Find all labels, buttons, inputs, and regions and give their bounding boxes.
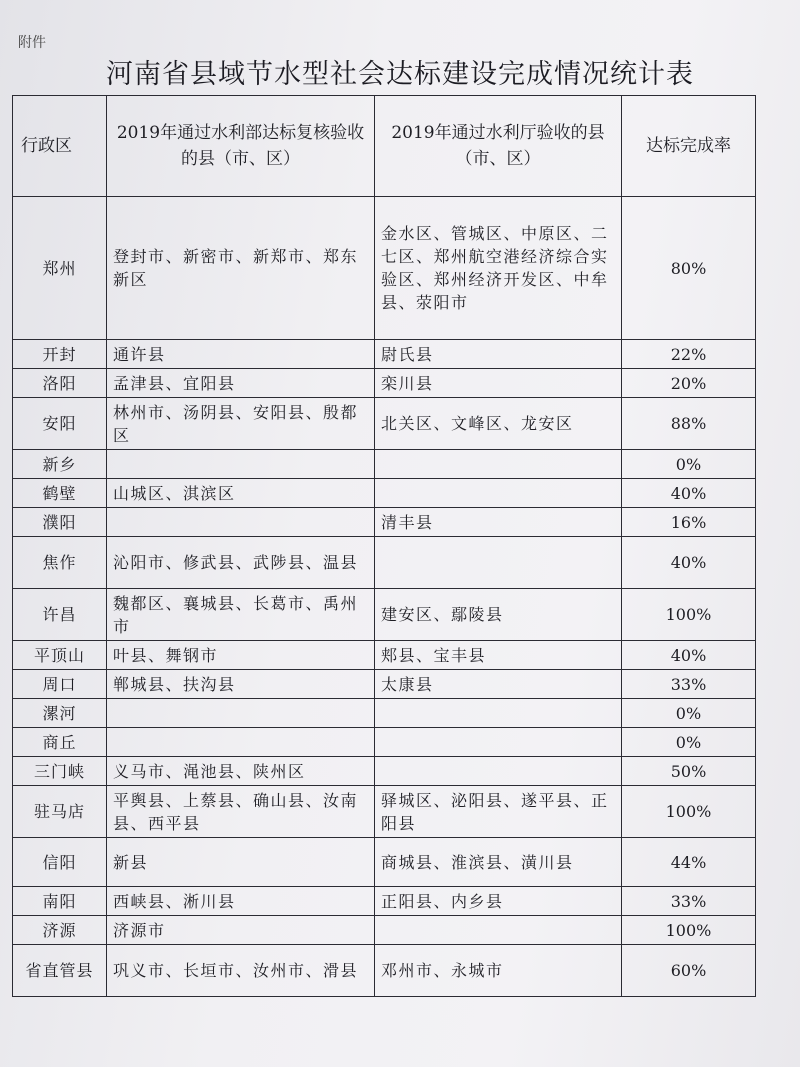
region-cell: 驻马店 bbox=[13, 786, 107, 838]
region-cell: 洛阳 bbox=[13, 369, 107, 398]
ministry-cell bbox=[107, 508, 375, 537]
region-cell: 省直管县 bbox=[13, 945, 107, 997]
ministry-cell: 平舆县、上蔡县、确山县、汝南县、西平县 bbox=[107, 786, 375, 838]
rate-cell: 33% bbox=[622, 670, 756, 699]
ministry-cell: 巩义市、长垣市、汝州市、滑县 bbox=[107, 945, 375, 997]
page-title: 河南省县域节水型社会达标建设完成情况统计表 bbox=[106, 59, 694, 90]
table-header-row bbox=[13, 96, 756, 197]
rate-cell: 60% bbox=[622, 945, 756, 997]
rate-cell: 0% bbox=[622, 728, 756, 757]
table-row bbox=[13, 670, 756, 699]
department-cell bbox=[375, 757, 622, 786]
region-cell: 郑州 bbox=[13, 197, 107, 340]
header-rate: 达标完成率 bbox=[622, 96, 756, 197]
department-cell: 商城县、淮滨县、潢川县 bbox=[375, 838, 622, 887]
rate-cell: 0% bbox=[622, 450, 756, 479]
table-row bbox=[13, 728, 756, 757]
table-row bbox=[13, 450, 756, 479]
header-department: 2019年通过水利厅验收的县（市、区） bbox=[375, 96, 622, 197]
region-cell: 濮阳 bbox=[13, 508, 107, 537]
rate-cell: 40% bbox=[622, 479, 756, 508]
table-row bbox=[13, 887, 756, 916]
ministry-cell: 山城区、淇滨区 bbox=[107, 479, 375, 508]
region-cell: 信阳 bbox=[13, 838, 107, 887]
attachment-label: 附件 bbox=[18, 35, 46, 51]
region-cell: 焦作 bbox=[13, 537, 107, 589]
rate-cell: 40% bbox=[622, 641, 756, 670]
rate-cell: 40% bbox=[622, 537, 756, 589]
ministry-cell: 叶县、舞钢市 bbox=[107, 641, 375, 670]
table-row bbox=[13, 699, 756, 728]
table-row bbox=[13, 479, 756, 508]
rate-cell: 33% bbox=[622, 887, 756, 916]
department-cell bbox=[375, 728, 622, 757]
department-cell: 栾川县 bbox=[375, 369, 622, 398]
ministry-cell: 西峡县、淅川县 bbox=[107, 887, 375, 916]
table-row bbox=[13, 537, 756, 589]
department-cell: 清丰县 bbox=[375, 508, 622, 537]
rate-cell: 0% bbox=[622, 699, 756, 728]
region-cell: 三门峡 bbox=[13, 757, 107, 786]
table-row bbox=[13, 340, 756, 369]
table-row bbox=[13, 589, 756, 641]
rate-cell: 16% bbox=[622, 508, 756, 537]
department-cell bbox=[375, 450, 622, 479]
table-row bbox=[13, 916, 756, 945]
region-cell: 许昌 bbox=[13, 589, 107, 641]
rate-cell: 100% bbox=[622, 589, 756, 641]
rate-cell: 50% bbox=[622, 757, 756, 786]
table-row bbox=[13, 838, 756, 887]
department-cell: 金水区、管城区、中原区、二七区、郑州航空港经济综合实验区、郑州经济开发区、中牟县、荥阳市 bbox=[375, 197, 622, 340]
department-cell: 太康县 bbox=[375, 670, 622, 699]
rate-cell: 20% bbox=[622, 369, 756, 398]
region-cell: 安阳 bbox=[13, 398, 107, 450]
department-cell: 邓州市、永城市 bbox=[375, 945, 622, 997]
region-cell: 济源 bbox=[13, 916, 107, 945]
region-cell: 开封 bbox=[13, 340, 107, 369]
rate-cell: 100% bbox=[622, 916, 756, 945]
region-cell: 平顶山 bbox=[13, 641, 107, 670]
ministry-cell bbox=[107, 728, 375, 757]
ministry-cell: 郸城县、扶沟县 bbox=[107, 670, 375, 699]
ministry-cell: 新县 bbox=[107, 838, 375, 887]
department-cell: 驿城区、泌阳县、遂平县、正阳县 bbox=[375, 786, 622, 838]
ministry-cell: 义马市、渑池县、陕州区 bbox=[107, 757, 375, 786]
table-row bbox=[13, 641, 756, 670]
ministry-cell: 沁阳市、修武县、武陟县、温县 bbox=[107, 537, 375, 589]
department-cell bbox=[375, 537, 622, 589]
table-row bbox=[13, 757, 756, 786]
rate-cell: 80% bbox=[622, 197, 756, 340]
department-cell: 正阳县、内乡县 bbox=[375, 887, 622, 916]
statistics-table bbox=[12, 95, 756, 997]
table-row bbox=[13, 197, 756, 340]
table-row bbox=[13, 369, 756, 398]
table-row bbox=[13, 786, 756, 838]
ministry-cell: 济源市 bbox=[107, 916, 375, 945]
table-row bbox=[13, 508, 756, 537]
ministry-cell bbox=[107, 450, 375, 479]
header-region: 行政区 bbox=[13, 96, 107, 197]
region-cell: 商丘 bbox=[13, 728, 107, 757]
department-cell bbox=[375, 916, 622, 945]
table-row bbox=[13, 945, 756, 997]
region-cell: 周口 bbox=[13, 670, 107, 699]
rate-cell: 22% bbox=[622, 340, 756, 369]
region-cell: 南阳 bbox=[13, 887, 107, 916]
region-cell: 鹤壁 bbox=[13, 479, 107, 508]
department-cell: 尉氏县 bbox=[375, 340, 622, 369]
table-row bbox=[13, 398, 756, 450]
department-cell bbox=[375, 699, 622, 728]
ministry-cell: 魏都区、襄城县、长葛市、禹州市 bbox=[107, 589, 375, 641]
rate-cell: 44% bbox=[622, 838, 756, 887]
region-cell: 新乡 bbox=[13, 450, 107, 479]
department-cell: 建安区、鄢陵县 bbox=[375, 589, 622, 641]
department-cell: 郏县、宝丰县 bbox=[375, 641, 622, 670]
rate-cell: 100% bbox=[622, 786, 756, 838]
department-cell: 北关区、文峰区、龙安区 bbox=[375, 398, 622, 450]
department-cell bbox=[375, 479, 622, 508]
ministry-cell: 通许县 bbox=[107, 340, 375, 369]
ministry-cell bbox=[107, 699, 375, 728]
ministry-cell: 林州市、汤阴县、安阳县、殷都区 bbox=[107, 398, 375, 450]
rate-cell: 88% bbox=[622, 398, 756, 450]
header-ministry: 2019年通过水利部达标复核验收的县（市、区） bbox=[107, 96, 375, 197]
ministry-cell: 登封市、新密市、新郑市、郑东新区 bbox=[107, 197, 375, 340]
region-cell: 漯河 bbox=[13, 699, 107, 728]
ministry-cell: 孟津县、宜阳县 bbox=[107, 369, 375, 398]
